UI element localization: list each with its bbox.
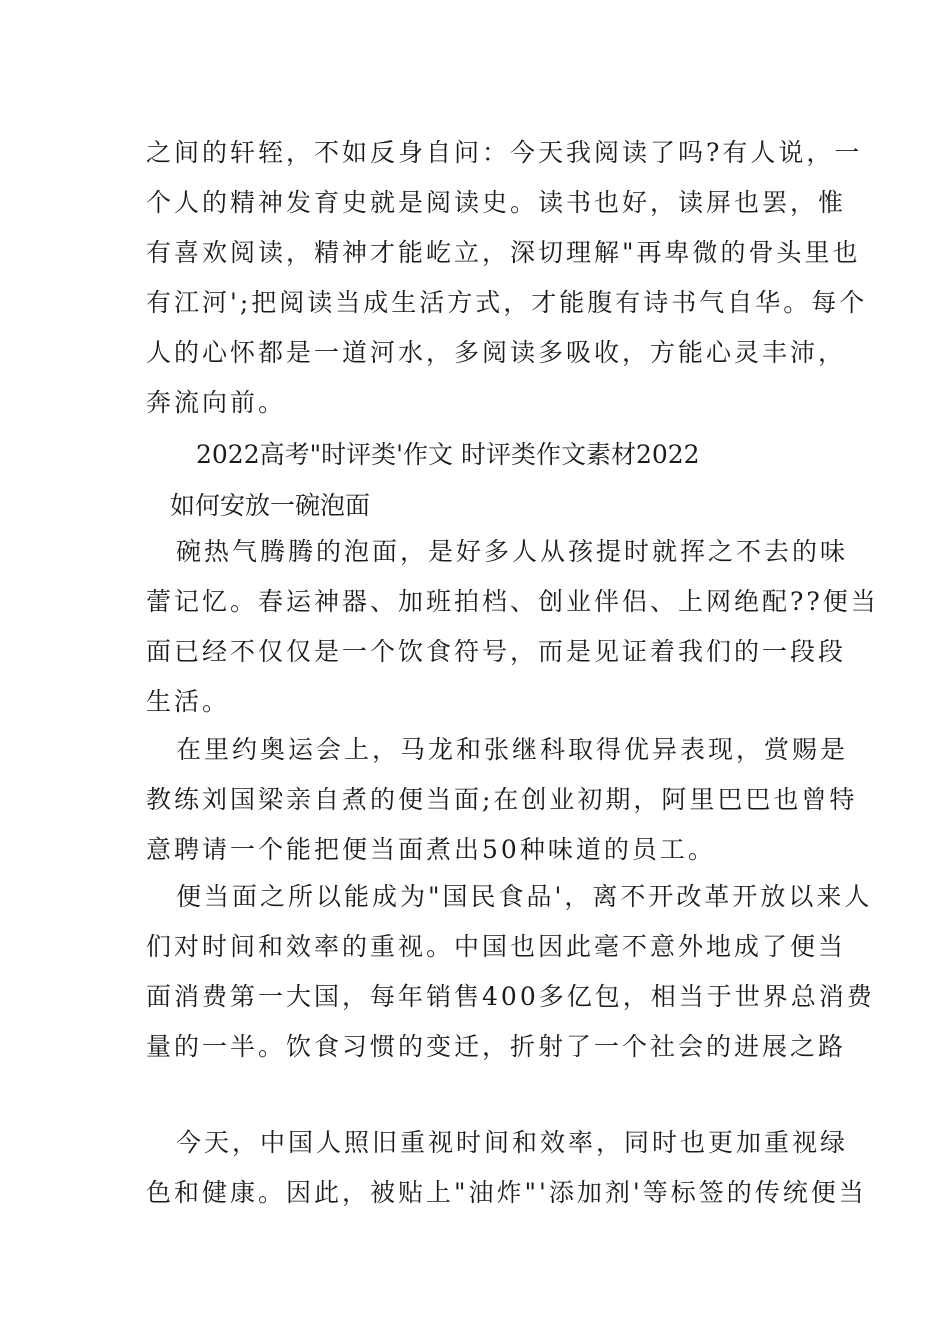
- text-line: 有喜欢阅读，精神才能屹立，深切理解"再卑微的骨头里也: [146, 238, 861, 267]
- text-line: 教练刘国梁亲自煮的便当面;在创业初期，阿里巴巴也曾特: [146, 785, 858, 814]
- paragraph-reading: [146, 128, 868, 428]
- text-line: 之间的轩轾，不如反身自问：今天我阅读了吗?有人说，一: [146, 138, 863, 167]
- text-line: 生活。: [146, 687, 231, 716]
- text-line: 碗热气腾腾的泡面，是好多人从孩提时就挥之不去的味: [176, 537, 849, 566]
- text-line: 今天，中国人照旧重视时间和效率，同时也更加重视绿: [176, 1128, 849, 1157]
- text-line: 个人的精神发育史就是阅读史。读书也好，读屏也罢，惟: [146, 188, 847, 217]
- text-line: 面消费第一大国，每年销售400多亿包，相当于世界总消费: [146, 982, 875, 1011]
- text-line: 人的心怀都是一道河水，多阅读多吸收，方能心灵丰沛，: [146, 338, 847, 367]
- text-line: 蕾记忆。春运神器、加班拍档、创业伴侣、上网绝配??便当: [146, 587, 879, 616]
- text-line: 意聘请一个能把便当面煮出50种味道的员工。: [146, 835, 716, 864]
- text-line: 色和健康。因此，被贴上"油炸"'添加剂'等标签的传统便当: [146, 1178, 867, 1207]
- paragraph-health: [146, 1118, 867, 1218]
- paragraph-olympics: [146, 725, 858, 875]
- paragraph-national-food: [146, 872, 875, 1072]
- article-subtitle: 如何安放一碗泡面: [170, 491, 371, 520]
- article-title: 2022高考"时评类'作文 时评类作文素材2022: [196, 440, 700, 469]
- paragraph-noodle-intro: [146, 527, 879, 727]
- text-line: 面已经不仅仅是一个饮食符号，而是见证着我们的一段段: [146, 637, 847, 666]
- text-line: 们对时间和效率的重视。中国也因此毫不意外地成了便当: [146, 932, 847, 961]
- text-line: 量的一半。饮食习惯的变迁，折射了一个社会的进展之路: [146, 1032, 847, 1061]
- text-line: 奔流向前。: [146, 388, 287, 417]
- text-line: 有江河';把阅读当成生活方式，才能腹有诗书气自华。每个: [146, 288, 868, 317]
- text-line: 便当面之所以能成为"国民食品'，离不开改革开放以来人: [176, 882, 873, 911]
- text-line: 在里约奥运会上，马龙和张继科取得优异表现，赏赐是: [176, 735, 849, 764]
